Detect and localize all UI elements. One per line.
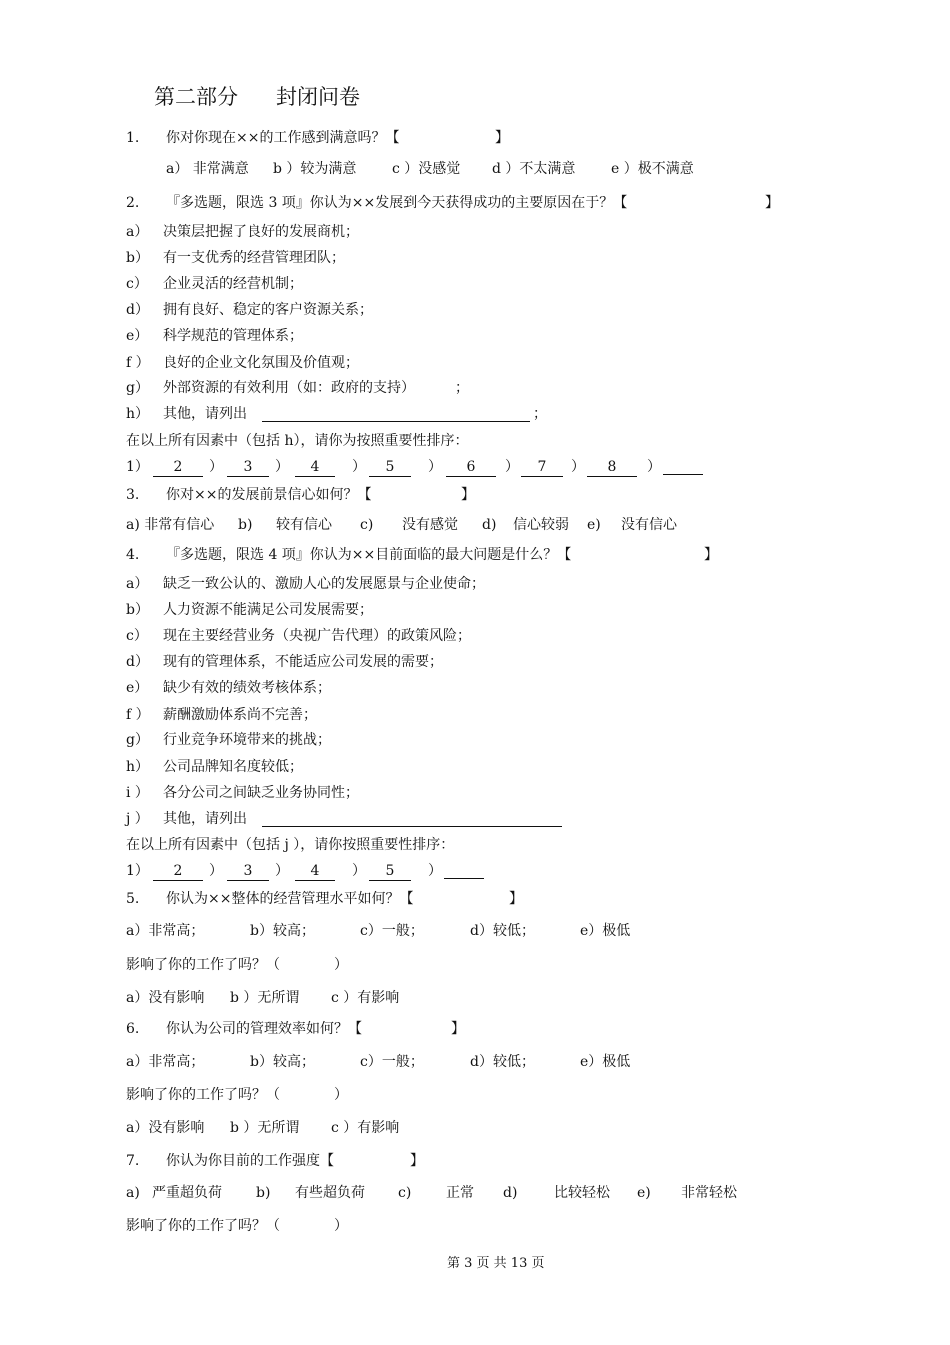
option: c）一般； bbox=[360, 1054, 424, 1070]
question-1-options bbox=[0, 157, 950, 181]
option-letter: b) bbox=[238, 517, 253, 533]
answer-bracket-close: 】 bbox=[509, 891, 523, 907]
option: d）较低； bbox=[470, 1054, 535, 1070]
option: e）极低 bbox=[580, 923, 631, 939]
option: a) 非常有信心 bbox=[126, 517, 215, 533]
item-letter: h） bbox=[126, 759, 150, 775]
item-letter: j ） bbox=[126, 811, 149, 827]
section-part: 第二部分 bbox=[154, 85, 238, 109]
answer-bracket-close: 】 bbox=[495, 130, 509, 146]
impact-options bbox=[0, 1116, 950, 1140]
option: b）较高； bbox=[250, 1054, 315, 1070]
option-letter: c) bbox=[360, 517, 374, 533]
list-item bbox=[0, 272, 950, 296]
impact-question bbox=[0, 1214, 950, 1238]
question-6-options bbox=[0, 1050, 950, 1074]
item-text: 缺乏一致公认的、激励人心的发展愿景与企业使命； bbox=[163, 576, 485, 592]
item-text: 薪酬激励体系尚不完善； bbox=[163, 707, 317, 723]
option: a） 非常满意 bbox=[166, 161, 249, 177]
question-number: 4. bbox=[126, 547, 140, 563]
item-text: 其他，请列出 bbox=[163, 406, 247, 422]
rank-label: 1） bbox=[126, 459, 149, 475]
rank-label: ） bbox=[647, 459, 661, 475]
option: c ）有影响 bbox=[331, 1120, 400, 1136]
rank-blank[interactable]: 5 bbox=[369, 861, 411, 881]
section-title bbox=[0, 84, 950, 110]
answer-bracket-close: 】 bbox=[704, 547, 718, 563]
section-name: 封闭问卷 bbox=[276, 85, 360, 109]
question-2 bbox=[0, 191, 950, 215]
rank-blank[interactable]: 7 bbox=[521, 457, 563, 477]
impact-close: ） bbox=[334, 957, 348, 973]
list-item bbox=[0, 728, 950, 752]
item-text: 科学规范的管理体系； bbox=[163, 328, 303, 344]
option-letter: d) bbox=[482, 517, 497, 533]
list-item bbox=[0, 324, 950, 348]
rank-label: ） bbox=[352, 863, 366, 879]
list-item bbox=[0, 624, 950, 648]
rank-blank[interactable]: 3 bbox=[227, 861, 269, 881]
item-text: 缺少有效的绩效考核体系； bbox=[163, 680, 331, 696]
item-letter: d） bbox=[126, 654, 149, 670]
rank-blank[interactable]: 4 bbox=[295, 457, 335, 477]
item-text: 现有的管理体系，不能适应公司发展的需要； bbox=[163, 654, 443, 670]
item-text: 决策层把握了良好的发展商机； bbox=[163, 224, 359, 240]
item-text: 人力资源不能满足公司发展需要； bbox=[163, 602, 373, 618]
item-text: 公司品牌知名度较低； bbox=[163, 759, 303, 775]
option-letter: a) bbox=[126, 1185, 140, 1201]
option: b ）无所谓 bbox=[230, 1120, 300, 1136]
option-letter: b) bbox=[256, 1185, 271, 1201]
rank-blank[interactable]: 8 bbox=[587, 457, 637, 477]
question-number: 2. bbox=[126, 195, 140, 211]
question-5 bbox=[0, 887, 950, 911]
list-item bbox=[0, 376, 950, 400]
question-text: 你认为公司的管理效率如何？【 bbox=[166, 1021, 362, 1037]
item-letter: e） bbox=[126, 680, 149, 696]
item-letter: g） bbox=[126, 732, 149, 748]
rank-label: ） bbox=[428, 459, 442, 475]
rank-blank[interactable]: 2 bbox=[153, 861, 203, 881]
page-number: 第 3 页 共 13 页 bbox=[447, 1256, 545, 1271]
question-text: 你对你现在××的工作感到满意吗？【 bbox=[166, 130, 400, 146]
option: b ）较为满意 bbox=[273, 161, 357, 177]
question-4 bbox=[0, 543, 950, 567]
question-number: 7. bbox=[126, 1153, 140, 1169]
list-item bbox=[0, 650, 950, 674]
question-number: 1. bbox=[126, 130, 140, 146]
question-5-options bbox=[0, 919, 950, 943]
item-letter: g） bbox=[126, 380, 149, 396]
option: 信心较弱 bbox=[513, 517, 569, 533]
option: a）没有影响 bbox=[126, 990, 205, 1006]
list-item bbox=[0, 351, 950, 375]
impact-text: 影响了你的工作了吗？（ bbox=[126, 957, 280, 973]
impact-text: 影响了你的工作了吗？（ bbox=[126, 1218, 280, 1234]
question-number: 6. bbox=[126, 1021, 140, 1037]
list-item bbox=[0, 572, 950, 596]
option: a）非常高； bbox=[126, 1054, 205, 1070]
option: e ）极不满意 bbox=[611, 161, 694, 177]
question-text: 『多选题，限选 3 项』你认为××发展到今天获得成功的主要原因在于？【 bbox=[166, 195, 628, 211]
list-item bbox=[0, 755, 950, 779]
item-letter: a） bbox=[126, 576, 149, 592]
item-letter: i ） bbox=[126, 785, 149, 801]
item-letter: c） bbox=[126, 276, 148, 292]
option: a）没有影响 bbox=[126, 1120, 205, 1136]
option: 正常 bbox=[446, 1185, 474, 1201]
option-letter: e) bbox=[637, 1185, 651, 1201]
rank-blank[interactable]: 2 bbox=[153, 457, 203, 477]
list-item bbox=[0, 703, 950, 727]
question-number: 5. bbox=[126, 891, 140, 907]
question-text: 你认为你目前的工作强度【 bbox=[166, 1153, 334, 1169]
rank-label: ） bbox=[275, 863, 289, 879]
fill-in-blank[interactable] bbox=[262, 807, 562, 827]
option: c ）有影响 bbox=[331, 990, 400, 1006]
list-item bbox=[0, 298, 950, 322]
list-item bbox=[0, 676, 950, 700]
option-letter: e) bbox=[587, 517, 601, 533]
rank-prompt bbox=[0, 833, 950, 857]
option: a）非常高； bbox=[126, 923, 205, 939]
option: e）极低 bbox=[580, 1054, 631, 1070]
item-text: 良好的企业文化氛围及价值观； bbox=[163, 355, 359, 371]
rank-prompt-text: 在以上所有因素中（包括 j ），请你按照重要性排序： bbox=[126, 837, 455, 853]
page-footer bbox=[0, 1255, 950, 1273]
rank-prompt-text: 在以上所有因素中（包括 h），请你为按照重要性排序： bbox=[126, 433, 469, 449]
option: 有些超负荷 bbox=[295, 1185, 365, 1201]
impact-close: ） bbox=[334, 1218, 348, 1234]
rank-blank[interactable]: 3 bbox=[227, 457, 269, 477]
rank-prompt bbox=[0, 429, 950, 453]
answer-bracket-close: 】 bbox=[765, 195, 779, 211]
rank-label: ） bbox=[505, 459, 519, 475]
impact-options bbox=[0, 986, 950, 1010]
item-text: 有一支优秀的经营管理团队； bbox=[163, 250, 345, 266]
item-text: 各分公司之间缺乏业务协同性； bbox=[163, 785, 359, 801]
list-item bbox=[0, 807, 950, 831]
impact-close: ） bbox=[334, 1087, 348, 1103]
answer-bracket-close: 】 bbox=[461, 487, 475, 503]
option: d ）不太满意 bbox=[492, 161, 576, 177]
question-text: 『多选题，限选 4 项』你认为××目前面临的最大问题是什么？【 bbox=[166, 547, 572, 563]
item-text: 拥有良好、稳定的客户资源关系； bbox=[163, 302, 373, 318]
rank-row bbox=[0, 455, 950, 479]
rank-label: ） bbox=[209, 459, 223, 475]
question-7 bbox=[0, 1149, 950, 1173]
list-item bbox=[0, 402, 950, 426]
option: d）较低； bbox=[470, 923, 535, 939]
item-letter: a） bbox=[126, 224, 149, 240]
option: 比较轻松 bbox=[554, 1185, 610, 1201]
list-item bbox=[0, 220, 950, 244]
impact-question bbox=[0, 953, 950, 977]
option: b ）无所谓 bbox=[230, 990, 300, 1006]
question-3-options bbox=[0, 513, 950, 537]
item-letter: b） bbox=[126, 250, 149, 266]
item-tail: ； bbox=[455, 380, 469, 396]
rank-label: 1） bbox=[126, 863, 149, 879]
list-item bbox=[0, 246, 950, 270]
item-letter: e） bbox=[126, 328, 149, 344]
list-item bbox=[0, 781, 950, 805]
rank-label: ） bbox=[352, 459, 366, 475]
option: 没有信心 bbox=[621, 517, 677, 533]
impact-text: 影响了你的工作了吗？（ bbox=[126, 1087, 280, 1103]
rank-blank[interactable] bbox=[444, 859, 484, 879]
rank-blank[interactable] bbox=[663, 455, 703, 475]
answer-bracket-close: 】 bbox=[410, 1153, 424, 1169]
item-letter: f ） bbox=[126, 355, 150, 371]
item-text: 企业灵活的经营机制； bbox=[163, 276, 303, 292]
rank-label: ） bbox=[428, 863, 442, 879]
option: b）较高； bbox=[250, 923, 315, 939]
item-letter: d） bbox=[126, 302, 149, 318]
question-1 bbox=[0, 126, 950, 150]
item-letter: b） bbox=[126, 602, 149, 618]
item-text: 行业竞争环境带来的挑战； bbox=[163, 732, 331, 748]
item-letter: c） bbox=[126, 628, 148, 644]
question-number: 3. bbox=[126, 487, 140, 503]
rank-blank[interactable]: 6 bbox=[446, 457, 496, 477]
option: c）一般； bbox=[360, 923, 424, 939]
question-text: 你认为××整体的经营管理水平如何？【 bbox=[166, 891, 414, 907]
impact-question bbox=[0, 1083, 950, 1107]
list-item bbox=[0, 598, 950, 622]
rank-blank[interactable]: 4 bbox=[295, 861, 335, 881]
item-letter: h） bbox=[126, 406, 150, 422]
item-tail: ； bbox=[533, 406, 547, 422]
question-3 bbox=[0, 483, 950, 507]
answer-bracket-close: 】 bbox=[451, 1021, 465, 1037]
option-letter: c) bbox=[398, 1185, 412, 1201]
item-letter: f ） bbox=[126, 707, 150, 723]
question-text: 你对××的发展前景信心如何？【 bbox=[166, 487, 372, 503]
option: 较有信心 bbox=[276, 517, 332, 533]
rank-blank[interactable]: 5 bbox=[369, 457, 411, 477]
question-6 bbox=[0, 1017, 950, 1041]
item-text: 其他，请列出 bbox=[163, 811, 247, 827]
fill-in-blank[interactable] bbox=[262, 402, 530, 422]
rank-row bbox=[0, 859, 950, 883]
rank-label: ） bbox=[275, 459, 289, 475]
item-text: 外部资源的有效利用（如：政府的支持） bbox=[163, 380, 415, 396]
rank-label: ） bbox=[571, 459, 585, 475]
option: 非常轻松 bbox=[681, 1185, 737, 1201]
item-text: 现在主要经营业务（央视广告代理）的政策风险； bbox=[163, 628, 471, 644]
option: c ）没感觉 bbox=[392, 161, 461, 177]
option: 没有感觉 bbox=[402, 517, 458, 533]
option-letter: d) bbox=[503, 1185, 518, 1201]
rank-label: ） bbox=[209, 863, 223, 879]
question-7-options bbox=[0, 1181, 950, 1205]
option: 严重超负荷 bbox=[152, 1185, 222, 1201]
